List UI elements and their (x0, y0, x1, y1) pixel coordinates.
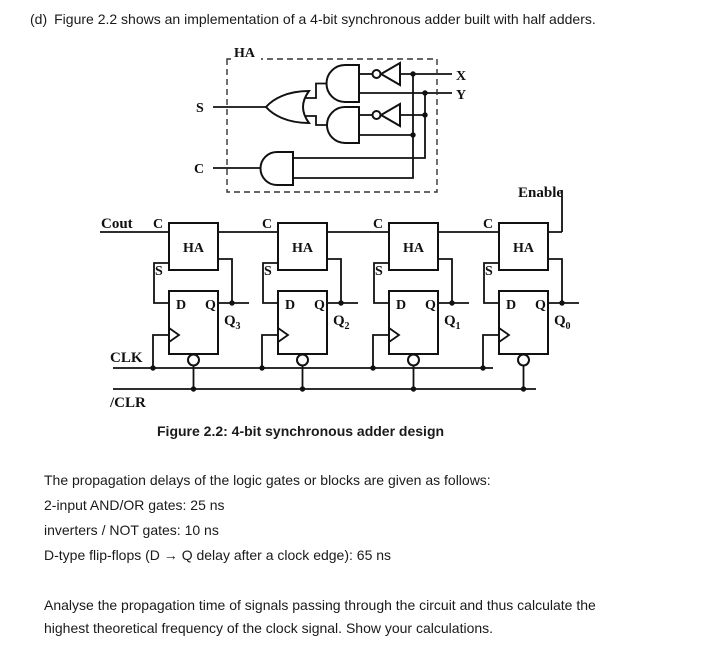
d-label: D (285, 298, 296, 313)
ha-label: HA (403, 241, 424, 256)
ha-label: HA (292, 241, 313, 256)
delays-intro-text: The propagation delays of the logic gates or blocks are given as follows: (44, 472, 491, 488)
ha-detail-figure (194, 46, 466, 192)
carry-in-label: C (262, 217, 273, 232)
not-gate-x (381, 63, 400, 85)
clear-bubble-icon (188, 355, 199, 366)
delay-dff-text: D-type flip-flops (D → Q delay after a clock edge): 65 ns (44, 547, 392, 563)
q0-output-label: Q (554, 313, 566, 329)
clear-bubble-icon (297, 355, 308, 366)
q3-output-label: Q (224, 313, 236, 329)
q-label: Q (314, 298, 325, 313)
q3-output-subscript: 3 (235, 321, 241, 332)
adder-stage-q2 (259, 217, 358, 392)
sum-label: S (485, 264, 493, 279)
d-label: D (396, 298, 407, 313)
q2-output-subscript: 2 (344, 321, 350, 332)
clr-label: /CLR (110, 395, 146, 411)
adder-stage-q1 (370, 217, 469, 392)
d-label: D (176, 298, 187, 313)
or-gate (266, 91, 309, 123)
and-gate-carry (261, 152, 293, 185)
ha-label: HA (513, 241, 534, 256)
sum-label: S (375, 264, 383, 279)
ha-detail-gates (261, 63, 400, 185)
delay-not-text: inverters / NOT gates: 10 ns (44, 522, 219, 538)
y-input-label: Y (456, 88, 467, 103)
x-input-label: X (456, 69, 467, 84)
carry-in-label: C (153, 217, 164, 232)
q-label: Q (535, 298, 546, 313)
q2-output-label: Q (333, 313, 345, 329)
sum-label: S (155, 264, 163, 279)
q1-output-subscript: 1 (455, 321, 461, 332)
delay-and-or-text: 2-input AND/OR gates: 25 ns (44, 497, 225, 513)
and-gate-top (327, 65, 360, 102)
clk-label: CLK (110, 350, 143, 366)
carry-output-label: C (194, 162, 205, 177)
adder-stage-q0 (480, 217, 579, 392)
adder-stage-q3 (150, 217, 249, 392)
and-gate-bottom (327, 107, 359, 143)
not-bubble-x (373, 70, 381, 78)
question-text: Figure 2.2 shows an implementation of a 4-bit synchronous adder built with half adders. (54, 11, 596, 27)
clear-bubble-icon (408, 355, 419, 366)
carry-in-label: C (483, 217, 494, 232)
not-gate-y (381, 104, 400, 126)
task-text-line1: Analyse the propagation time of signals passing through the circuit and thus calculate the (44, 597, 596, 613)
enable-label: Enable (518, 185, 564, 201)
cout-label: Cout (101, 216, 133, 232)
q-label: Q (425, 298, 436, 313)
ha-detail-title: HA (234, 46, 255, 61)
question-label: (d) (30, 11, 48, 27)
clear-bubble-icon (518, 355, 529, 366)
figure-caption: Figure 2.2: 4-bit synchronous adder design (157, 423, 445, 439)
carry-in-label: C (373, 217, 384, 232)
q-label: Q (205, 298, 216, 313)
sum-output-label: S (196, 101, 204, 116)
adder-figure (100, 185, 579, 411)
sum-label: S (264, 264, 272, 279)
q0-output-subscript: 0 (565, 321, 571, 332)
ha-label: HA (183, 241, 204, 256)
q1-output-label: Q (444, 313, 456, 329)
task-text-line2: highest theoretical frequency of the clock signal. Show your calculations. (44, 620, 494, 636)
d-label: D (506, 298, 517, 313)
not-bubble-y (373, 111, 381, 119)
